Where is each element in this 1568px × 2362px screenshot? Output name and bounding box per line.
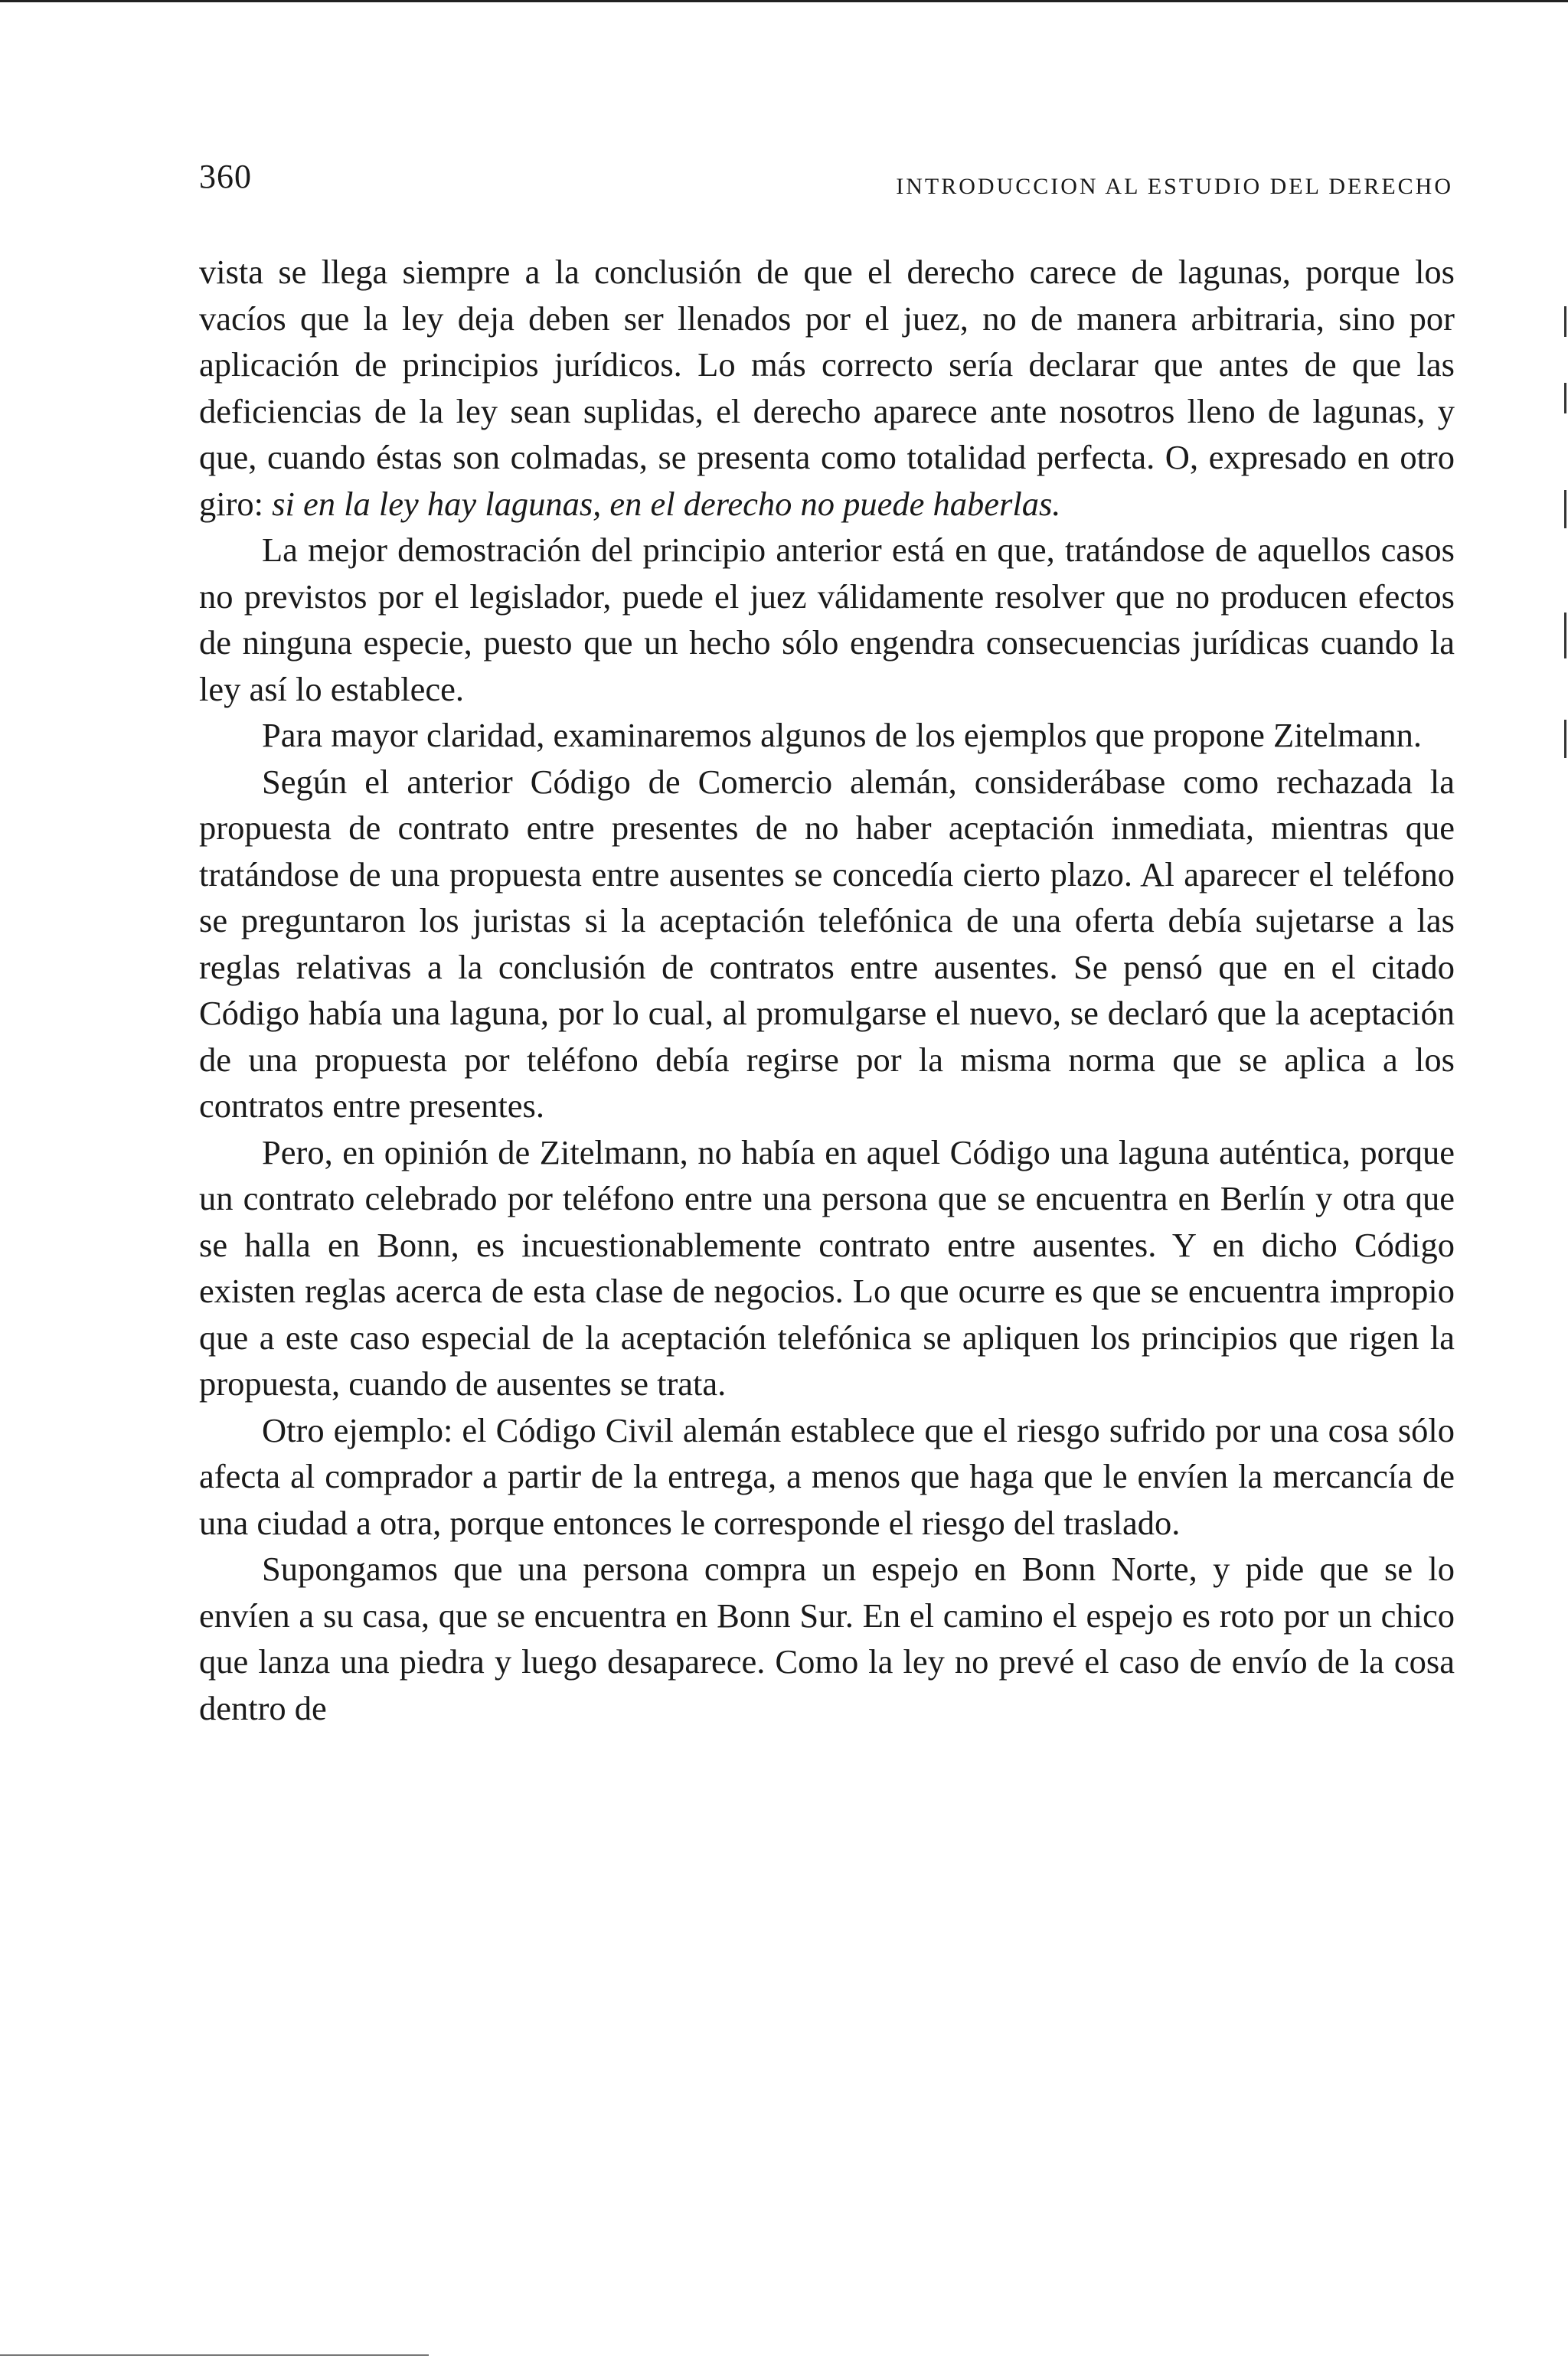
paragraph-7: Supongamos que una persona compra un espejo en Bonn Norte, y pide que se lo envíen a su casa, que se encuentra en Bonn Sur. En el camino el espejo es roto por un chico que lanza una piedra y luego desaparece. Como la ley no prevé el caso de envío de la cosa dentro de bbox=[199, 1550, 1455, 1727]
paragraph-3: Para mayor claridad, examinaremos algunos de los ejemplos que propone Zitelmann. bbox=[262, 716, 1423, 754]
paragraph-2: La mejor demostración del principio anterior está en que, tratándose de aquellos casos no previstos por el legislador, puede el juez válidamente resolver que no producen efectos de ninguna especie, puesto que un hecho sólo engendra consecuencias jurídicas cuando la ley así lo establece. bbox=[199, 531, 1455, 708]
body-text bbox=[199, 249, 1455, 1731]
paragraph-6: Otro ejemplo: el Código Civil alemán establece que el riesgo sufrido por una cosa sólo afecta al comprador a partir de la entrega, a menos que haga que le envíen la mercancía de una ciudad a otra, porque entonces le corresponde el riesgo del traslado. bbox=[199, 1410, 1455, 1542]
page-header bbox=[199, 157, 1453, 203]
running-head: INTRODUCCION AL ESTUDIO DEL DERECHO bbox=[896, 174, 1453, 199]
right-margin-scan-marks bbox=[1563, 291, 1568, 1363]
top-border-line bbox=[0, 0, 1568, 2]
paragraph-4: Según el anterior Código de Comercio alemán, considerábase como rechazada la propuesta de contrato entre presentes de no haber aceptación inmediata, mientras que tratándose de una propuesta entre ausentes se concedía cierto plazo. Al aparecer el teléfono se preguntaron los juristas si la aceptación telefónica de una oferta debía sujetarse a las reglas relativas a la conclusión de contratos entre ausentes. Se pensó que en el citado Código había una laguna, por lo cual, al promulgarse el nuevo, se declaró que la aceptación de una propuesta por teléfono debía regirse por la misma norma que se aplica a los contratos entre presentes. bbox=[199, 762, 1455, 1125]
page-number: 360 bbox=[199, 158, 252, 195]
paragraph-1-text: vista se llega siempre a la conclusión de que el derecho carece de lagunas, porque los vacíos que la ley deja deben ser llenados por el juez, no de manera arbitraria, sino por aplicación de principios jurídicos. Lo más correcto sería declarar que antes de que las deficiencias de la ley sean suplidas, el derecho aparece ante nosotros lleno de lagunas, y que, cuando éstas son colmadas, se presenta como totalidad perfecta. O, expresado en otro giro: bbox=[199, 253, 1455, 523]
paragraph-5: Pero, en opinión de Zitelmann, no había en aquel Código una laguna auténtica, porque un contrato celebrado por teléfono entre una persona que se encuentra en Berlín y otra que se halla en Bonn, es incuestionablemente contrato entre ausentes. Y en dicho Código existen reglas acerca de esta clase de negocios. Lo que ocurre es que se encuentra impropio que a este caso especial de la aceptación telefónica se apliquen los principios que rigen la propuesta, cuando de ausentes se trata. bbox=[199, 1132, 1455, 1403]
paragraph-1 bbox=[199, 249, 1455, 527]
bottom-border-line bbox=[0, 2354, 429, 2356]
paragraph-1-emphasis: si en la ley hay lagunas, en el derecho no puede haberlas. bbox=[272, 484, 1061, 523]
